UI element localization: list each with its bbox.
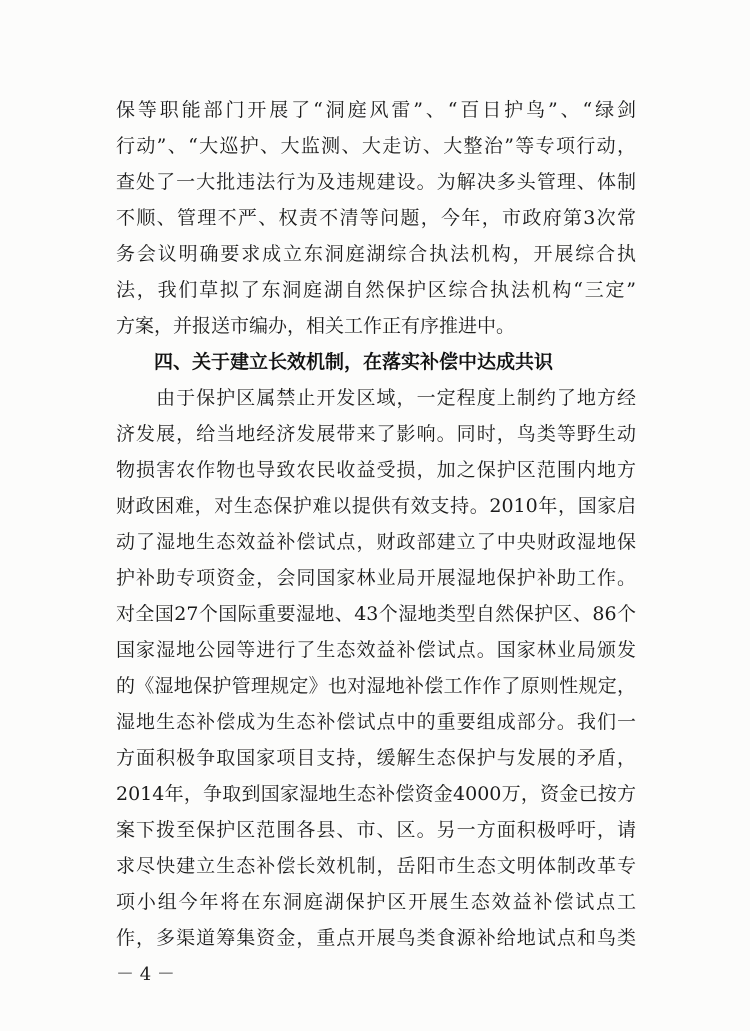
text-line: 济发展，给当地经济发展带来了影响。同时，鸟类等野生动	[116, 423, 636, 445]
text-line: 案下拨至保护区范围各县、市、区。另一方面积极呼吁，请	[116, 819, 636, 841]
text-line: 国家湿地公园等进行了生态效益补偿试点。国家林业局颁发	[116, 639, 636, 661]
body-text	[116, 92, 636, 956]
text-line: 的《湿地保护管理规定》也对湿地补偿工作作了原则性规定，	[116, 675, 636, 697]
text-line: 对全国27个国际重要湿地、43个湿地类型自然保护区、86个	[116, 603, 636, 625]
text-line: 法，我们草拟了东洞庭湖自然保护区综合执法机构“三定”	[116, 279, 636, 301]
text-line: 方案，并报送市编办，相关工作正有序推进中。	[116, 315, 516, 337]
text-line: 作，多渠道筹集资金，重点开展鸟类食源补给地试点和鸟类	[116, 927, 636, 949]
text-line: 方面积极争取国家项目支持，缓解生态保护与发展的矛盾，	[116, 747, 636, 769]
text-line: 务会议明确要求成立东洞庭湖综合执法机构，开展综合执	[116, 243, 636, 265]
text-line: 动了湿地生态效益补偿试点，财政部建立了中央财政湿地保	[116, 531, 636, 553]
text-line: 求尽快建立生态补偿长效机制，岳阳市生态文明体制改革专	[116, 855, 636, 877]
text-line: 财政困难，对生态保护难以提供有效支持。2010年，国家启	[116, 495, 636, 517]
text-line: 2014年，争取到国家湿地生态补偿资金4000万，资金已按方	[116, 783, 636, 805]
text-line: 项小组今年将在东洞庭湖保护区开展生态效益补偿试点工	[116, 891, 636, 913]
text-line: 由于保护区属禁止开发区域，一定程度上制约了地方经	[116, 387, 636, 409]
page-number: － 4 －	[116, 964, 175, 985]
text-line: 查处了一大批违法行为及违规建设。为解决多头管理、体制	[116, 171, 636, 193]
text-line: 保等职能部门开展了“洞庭风雷”、“百日护鸟”、“绿剑	[116, 99, 636, 121]
text-line: 湿地生态补偿成为生态补偿试点中的重要组成部分。我们一	[116, 711, 636, 733]
text-line: 不顺、管理不严、权责不清等问题，今年，市政府第3次常	[116, 207, 636, 229]
section-heading: 四、关于建立长效机制，在落实补偿中达成共识	[154, 351, 554, 373]
text-line: 物损害农作物也导致农民收益受损，加之保护区范围内地方	[116, 459, 636, 481]
text-line: 护补助专项资金，会同国家林业局开展湿地保护补助工作。	[116, 567, 636, 589]
text-line: 行动”、“大巡护、大监测、大走访、大整治”等专项行动，	[116, 135, 636, 157]
